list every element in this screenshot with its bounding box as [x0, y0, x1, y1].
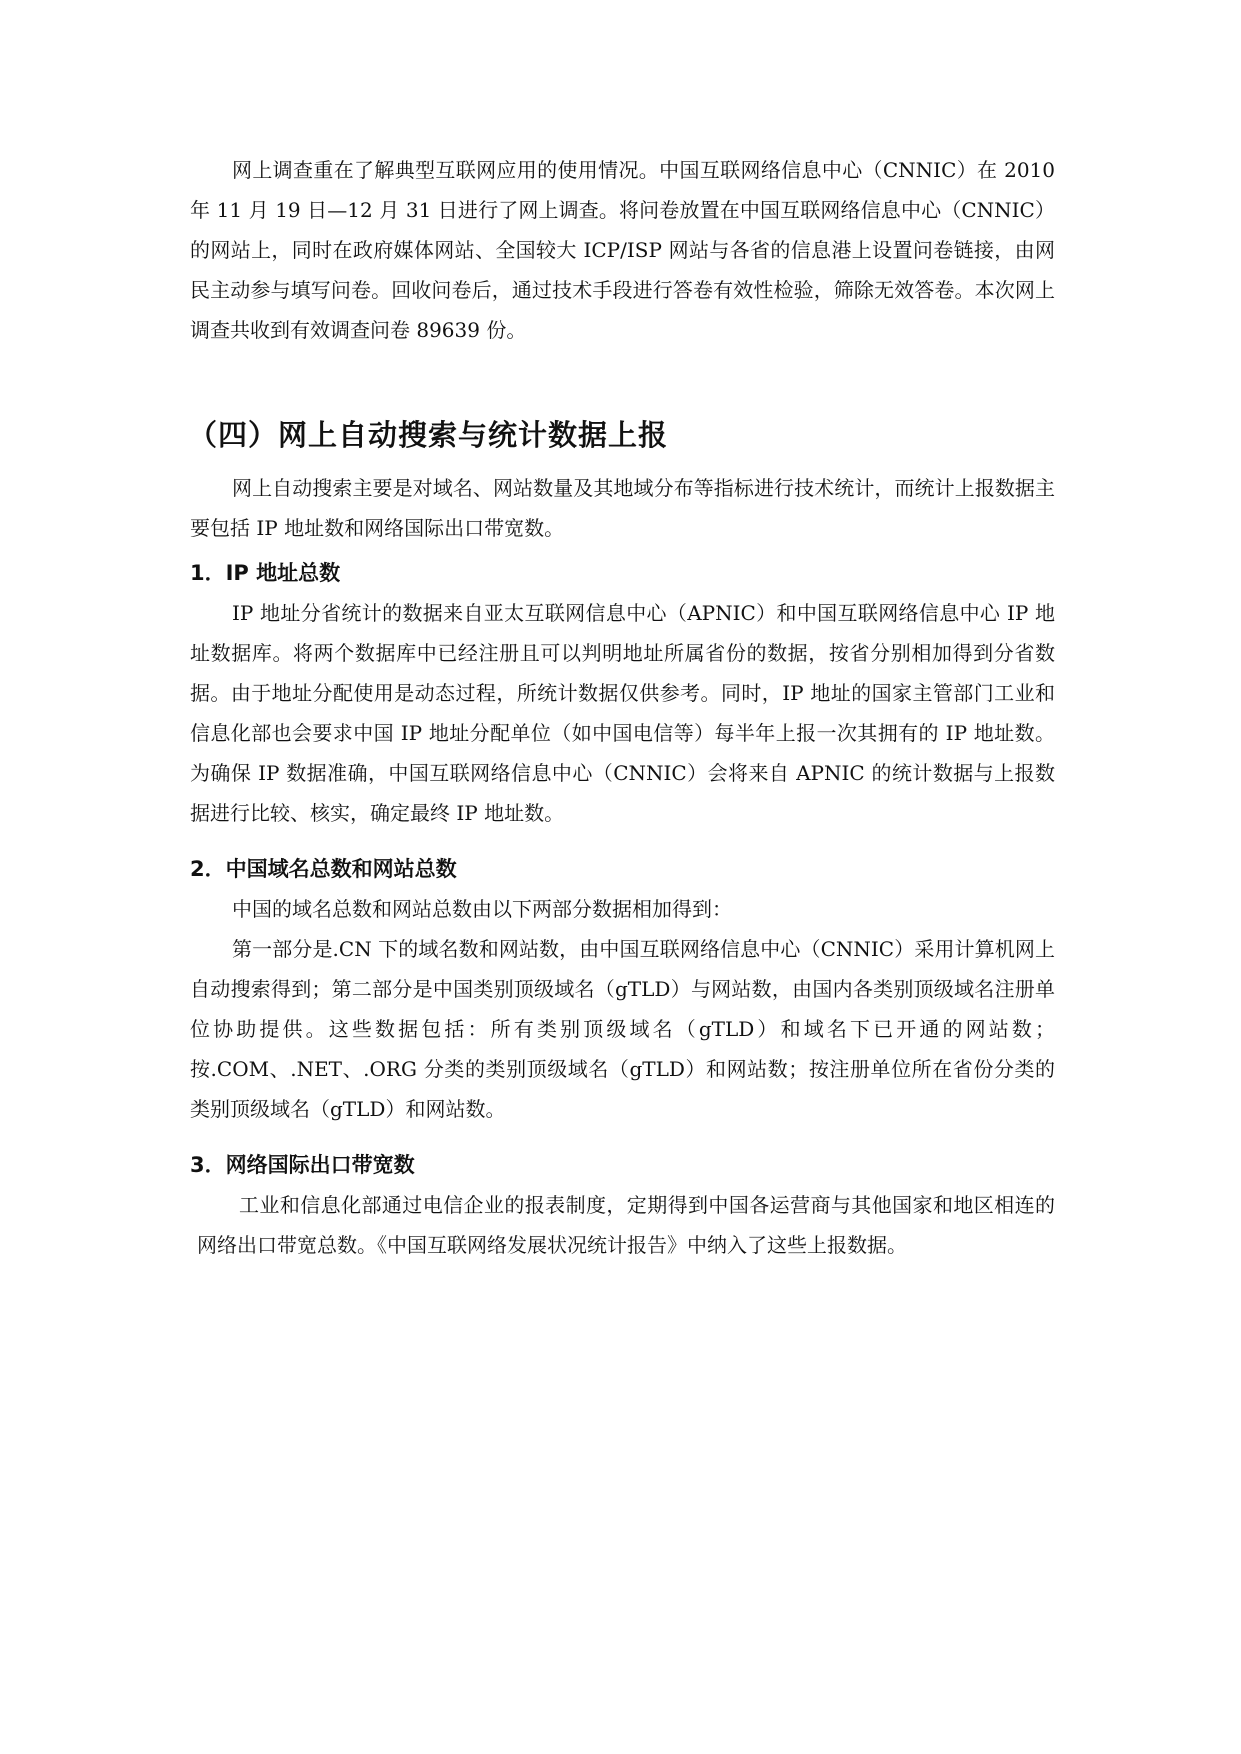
ip-total-paragraph: IP 地址分省统计的数据来自亚太互联网信息中心（APNIC）和中国互联网络信息中心 IP 地址数据库。将两个数据库中已经注册且可以判明地址所属省份的数据，按省分别相加得到分省数据。由于地址分配使用是动态过程，所统计数据仅供参考。同时，IP 地址的国家主管部门工业和信息化部也会要求中国 IP 地址分配单位（如中国电信等）每半年上报一次其拥有的 IP 地址数。为确保 IP 数据准确，中国互联网络信息中心（CNNIC）会将来自 APNIC 的统计数据与上报数据进行比较、核实，确定最终 IP 地址数。: [190, 601, 1055, 825]
domain-website-intro-paragraph: 中国的域名总数和网站总数由以下两部分数据相加得到：: [232, 897, 732, 921]
domain-website-detail-paragraph: 第一部分是.CN 下的域名数和网站数，由中国互联网络信息中心（CNNIC）采用计算机网上自动搜索得到；第二部分是中国类别顶级域名（gTLD）与网站数，由国内各类别顶级域名注册单位协助提供。这些数据包括：所有类别顶级域名（gTLD）和域名下已开通的网站数；按.COM、.NET、.ORG 分类的类别顶级域名（gTLD）和网站数；按注册单位所在省份分类的类别顶级域名（gTLD）和网站数。: [190, 937, 1055, 1121]
section-intro-paragraph: 网上自动搜索主要是对域名、网站数量及其地域分布等指标进行技术统计，而统计上报数据主要包括 IP 地址数和网络国际出口带宽数。: [190, 476, 1055, 540]
section-title: （四）网上自动搜索与统计数据上报: [188, 418, 669, 452]
intro-paragraph: 网上调查重在了解典型互联网应用的使用情况。中国互联网络信息中心（CNNIC）在 2010 年 11 月 19 日—12 月 31 日进行了网上调查。将问卷放置在中国互联网络信息中心（CNNIC）的网站上，同时在政府媒体网站、全国较大 ICP/ISP 网站与各省的信息港上设置问卷链接，由网民主动参与填写问卷。回收问卷后，通过技术手段进行答卷有效性检验，筛除无效答卷。本次网上调查共收到有效调查问卷 89639 份。: [190, 158, 1055, 342]
subsection-heading-domain-website-total: 2．中国域名总数和网站总数: [190, 857, 457, 881]
bandwidth-paragraph: 工业和信息化部通过电信企业的报表制度，定期得到中国各运营商与其他国家和地区相连的网络出口带宽总数。《中国互联网络发展状况统计报告》中纳入了这些上报数据。: [197, 1193, 1055, 1257]
subsection-heading-bandwidth: 3．网络国际出口带宽数: [190, 1153, 415, 1177]
subsection-heading-ip-total: 1．IP 地址总数: [190, 561, 341, 585]
